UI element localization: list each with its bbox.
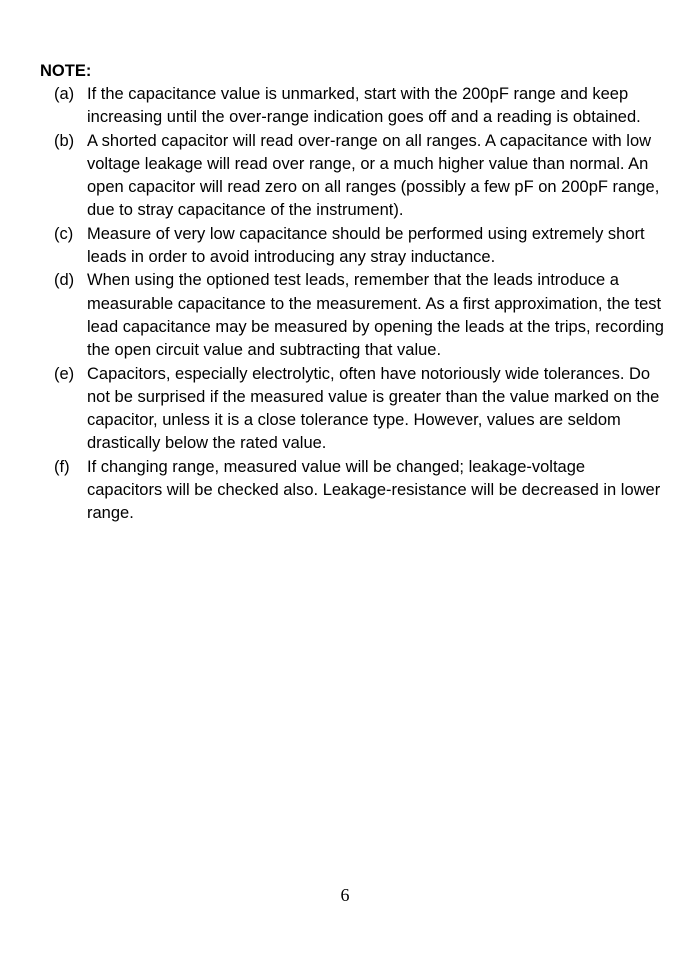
- page-number: 6: [340, 885, 350, 905]
- note-item-text: Measure of very low capacitance should be performed using extremely short leads in order to avoid introducing any stray inductance.: [87, 224, 645, 267]
- note-item-marker: (d): [54, 271, 75, 290]
- note-item-f: [54, 456, 664, 526]
- note-item-text: Capacitors, especially electrolytic, often have notoriously wide tolerances. Do not be surprised if the measured value is greater than the value marked on the capacitor, unless it is a close tolerance type. However, values are seldom drastically below the rated value.: [87, 364, 660, 453]
- note-item-b: [54, 130, 664, 223]
- note-item-marker: (a): [54, 85, 75, 103]
- note-item-marker: (b): [54, 131, 75, 150]
- note-item-c: [54, 223, 664, 270]
- note-item-text: A shorted capacitor will read over-range on all ranges. A capacitance with low voltage leakage will read over range, or a much higher value than normal. An open capacitor will read zero on all ranges (possibly a few pF on 200pF range, due to stray capacitance of the instrument).: [87, 131, 660, 220]
- note-item-e: [54, 363, 664, 456]
- note-item-marker: (f): [54, 457, 70, 476]
- note-item-d: [54, 269, 664, 362]
- note-item-text: If the capacitance value is unmarked, start with the 200pF range and keep increasing until the over-range indication goes off and a reading is obtained.: [87, 85, 641, 127]
- note-list: [54, 83, 664, 526]
- note-item-text: When using the optioned test leads, remember that the leads introduce a measurable capacitance to the measurement. As a first approximation, the test lead capacitance may be measured by opening the leads at the trips, recording the open circuit value and subtracting that value.: [87, 271, 664, 360]
- note-item-a: [54, 83, 664, 130]
- note-item-text: If changing range, measured value will be changed; leakage-voltage capacitors will be checked also. Leakage-resistance will be decreased in lower range.: [87, 457, 661, 523]
- note-item-marker: (c): [54, 224, 74, 243]
- note-heading: NOTE:: [40, 62, 92, 80]
- note-item-marker: (e): [54, 364, 75, 383]
